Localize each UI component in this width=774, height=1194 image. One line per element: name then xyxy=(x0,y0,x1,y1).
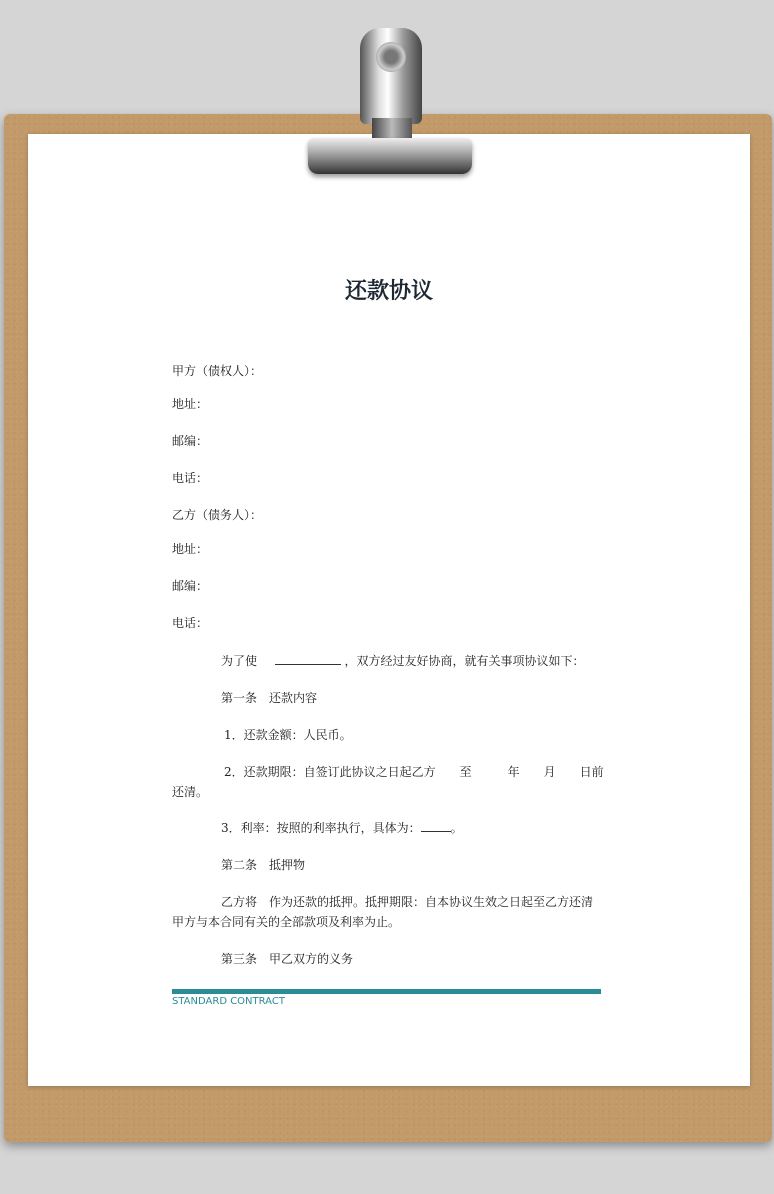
item-3-prefix: 3．利率：按照的利率执行，具体为： xyxy=(221,821,421,835)
party-a-address: 地址： xyxy=(172,397,209,411)
binder-clip xyxy=(296,28,482,178)
party-b-address: 地址： xyxy=(172,542,209,556)
item-2-line-2: 还清。 xyxy=(172,785,209,799)
article-2-heading: 第二条 抵押物 xyxy=(221,858,306,872)
intro-prefix: 为了使 xyxy=(221,654,258,668)
party-a-label: 甲方（债权人）： xyxy=(172,364,263,378)
intro-suffix: ，双方经过友好协商，就有关事项协议如下： xyxy=(344,654,585,668)
footer-accent-bar xyxy=(172,989,601,994)
intro-paragraph xyxy=(221,652,585,670)
item-3-suffix: 。 xyxy=(450,821,463,835)
footer-label: STANDARD CONTRACT xyxy=(172,996,285,1007)
item-3 xyxy=(221,819,463,837)
clip-jaw xyxy=(308,138,472,174)
article-1-heading: 第一条 还款内容 xyxy=(221,691,318,705)
item-2-line-1: 2．还款期限：自签订此协议之日起乙方 至 年 月 日前 xyxy=(224,765,604,779)
item-3-blank xyxy=(421,820,451,832)
collateral-line-2: 甲方与本合同有关的全部款项及利率为止。 xyxy=(172,915,401,929)
party-b-postcode: 邮编： xyxy=(172,579,209,593)
clip-hole xyxy=(376,42,406,72)
intro-blank xyxy=(275,653,341,665)
party-b-phone: 电话： xyxy=(172,616,209,630)
clip-lever xyxy=(360,28,422,124)
article-3-heading: 第三条 甲乙双方的义务 xyxy=(221,952,354,966)
document-title: 还款协议 xyxy=(344,279,433,304)
party-a-phone: 电话： xyxy=(172,471,209,485)
party-a-postcode: 邮编： xyxy=(172,434,209,448)
contract-page xyxy=(28,134,750,1086)
item-1: 1．还款金额：人民币。 xyxy=(224,728,352,742)
collateral-line-1: 乙方将 作为还款的抵押。抵押期限：自本协议生效之日起至乙方还清 xyxy=(221,895,594,909)
party-b-label: 乙方（债务人）： xyxy=(172,508,263,522)
